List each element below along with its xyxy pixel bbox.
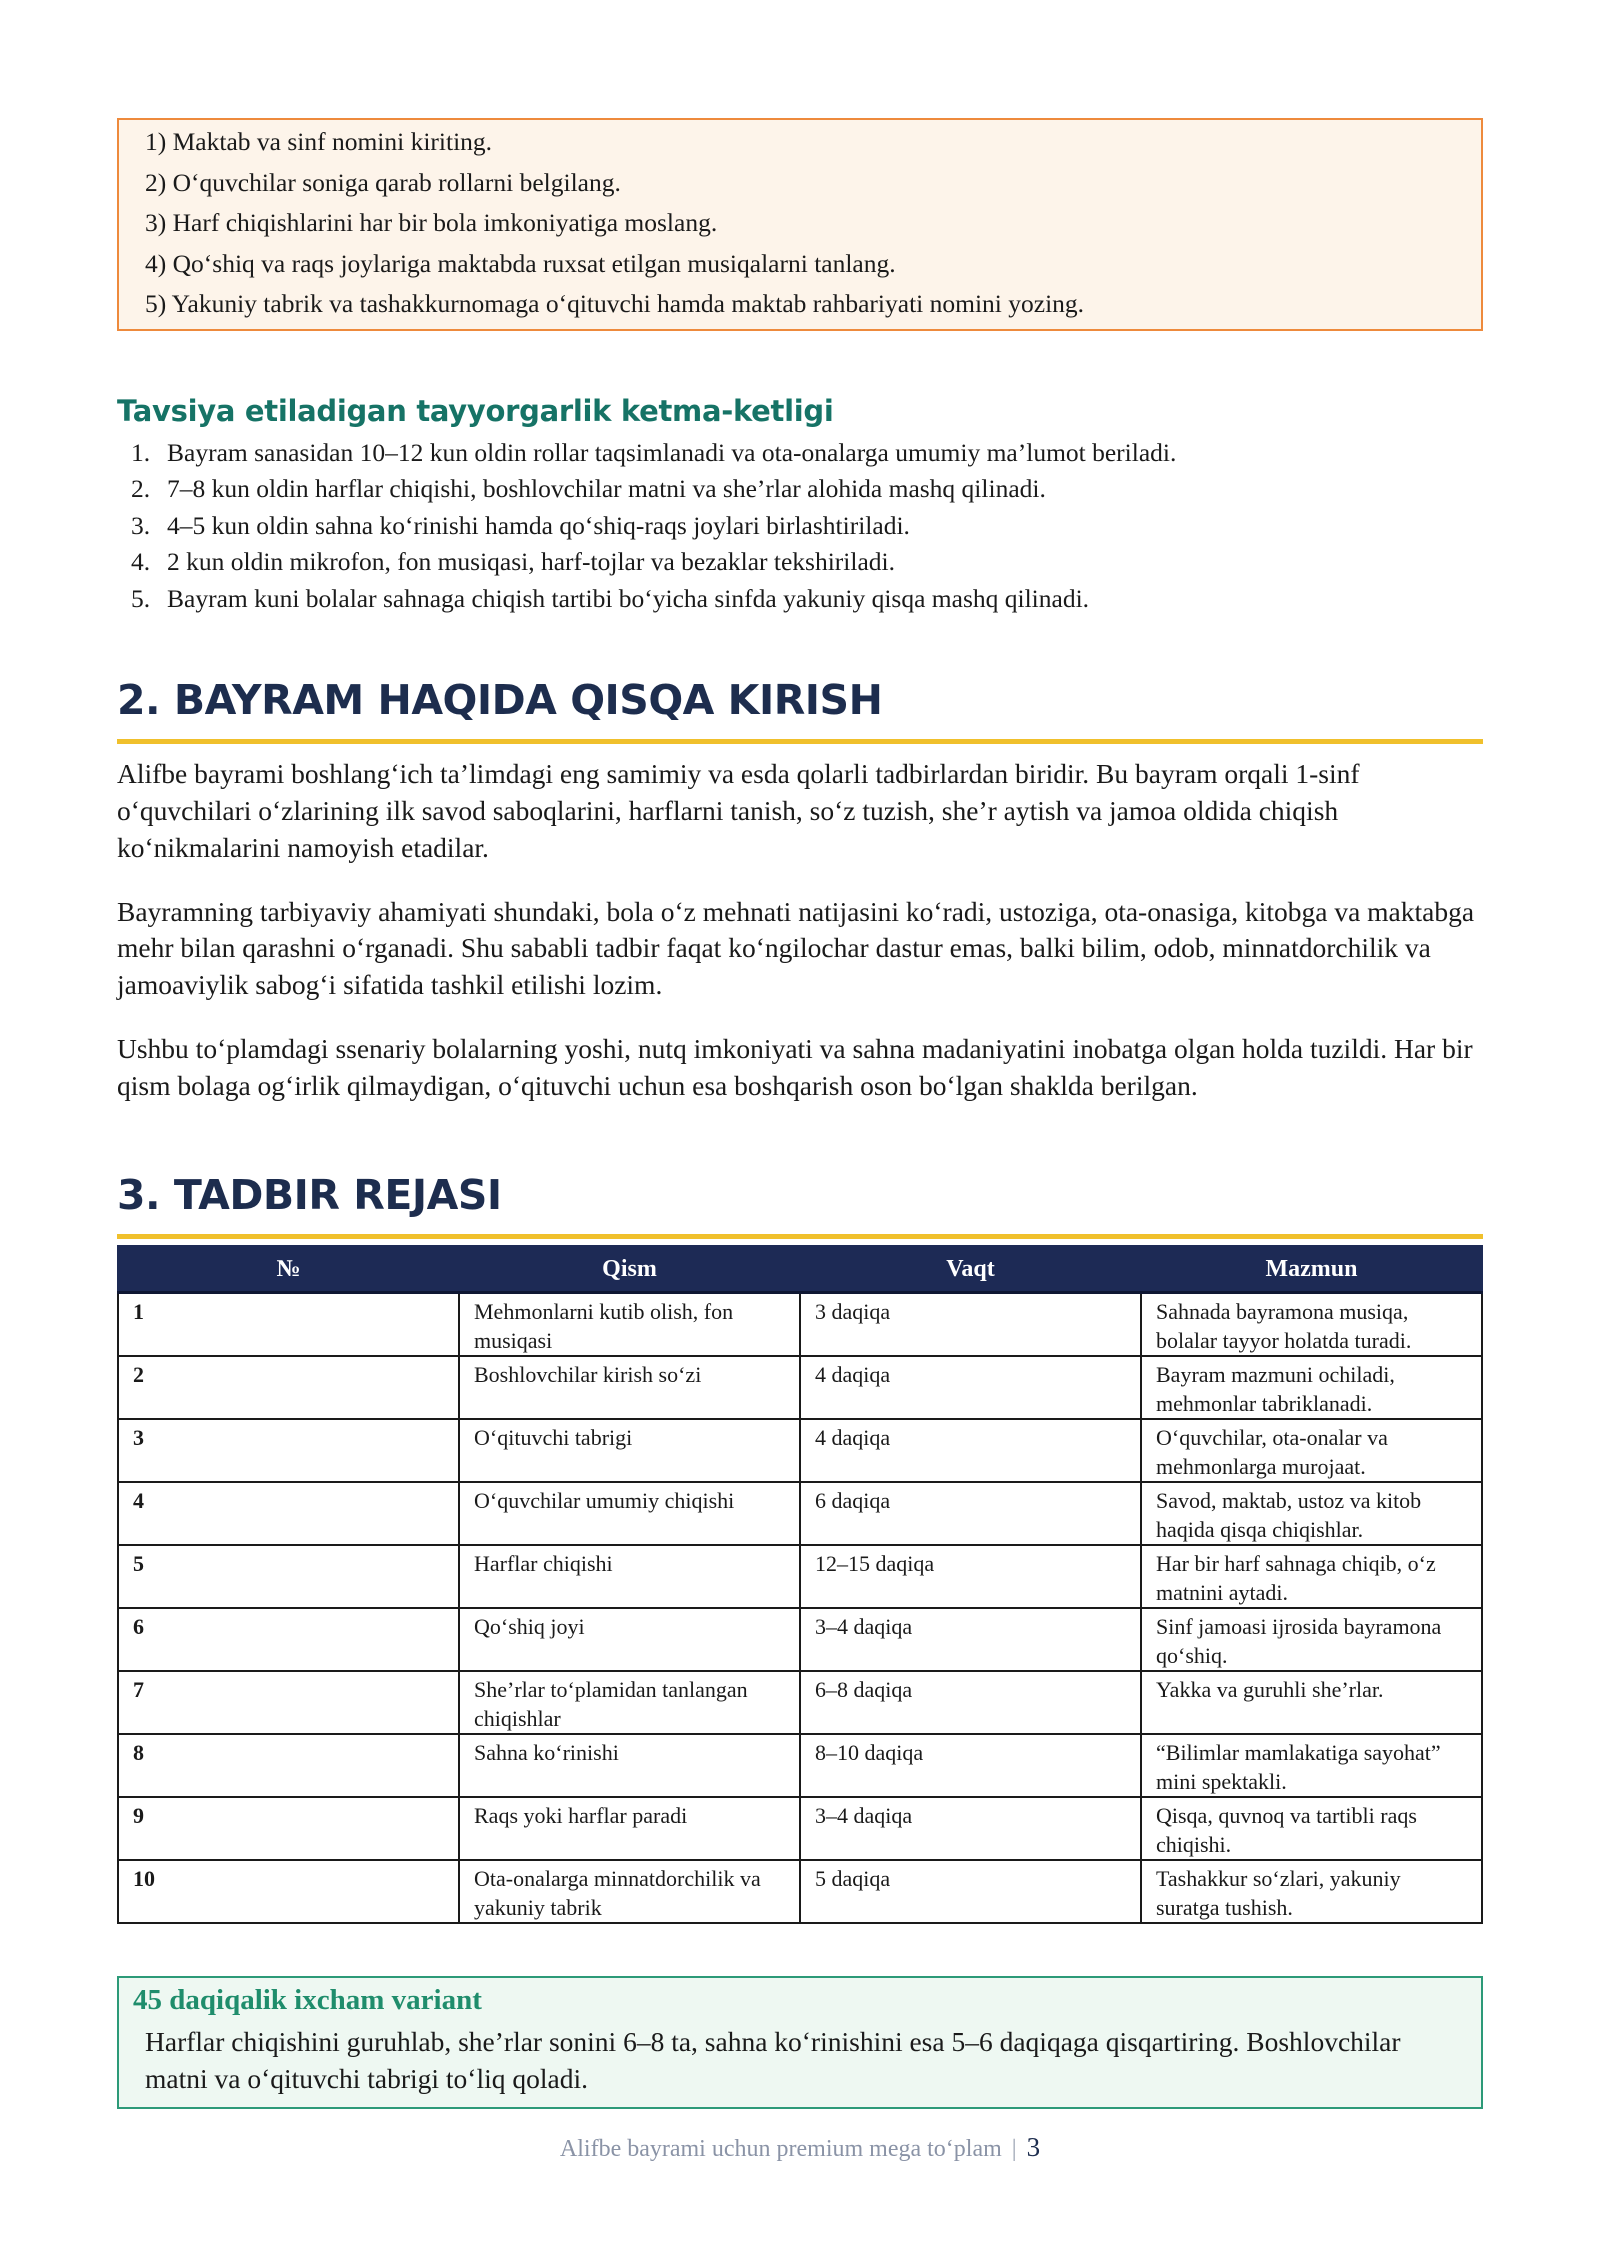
footer-title: Alifbe bayrami uchun premium mega to‘plam bbox=[559, 2136, 1002, 2162]
list-item bbox=[131, 508, 1483, 545]
list-item bbox=[131, 581, 1483, 618]
cell-number: 6 bbox=[118, 1608, 459, 1671]
cell-part: O‘qituvchi tabrigi bbox=[459, 1419, 800, 1482]
cell-content: Har bir harf sahnaga chiqib, o‘z matnini aytadi. bbox=[1141, 1545, 1482, 1608]
prep-heading: Tavsiya etiladigan tayyorgarlik ketma-ketligi bbox=[117, 393, 834, 428]
notes-box bbox=[117, 118, 1483, 331]
column-header-number: № bbox=[118, 1246, 459, 1293]
cell-time: 5 daqiqa bbox=[800, 1860, 1141, 1923]
intro-paragraph: Ushbu to‘plamdagi ssenariy bolalarning yoshi, nutq imkoniyati va sahna madaniyatini inobatga olgan holda tuzildi. Har bir qism bolaga og‘irlik qilmaydigan, o‘qituvchi uchun esa boshqarish oson bo‘lgan shaklda berilgan. bbox=[117, 1033, 1473, 1101]
cell-number: 4 bbox=[118, 1482, 459, 1545]
column-header-content: Mazmun bbox=[1141, 1246, 1482, 1293]
list-text: 2 kun oldin mikrofon, fon musiqasi, harf-tojlar va bezaklar tekshiriladi. bbox=[167, 547, 895, 577]
list-number: 2. bbox=[131, 474, 151, 504]
note-line: 5) Yakuniy tabrik va tashakkurnomaga o‘qituvchi hamda maktab rahbariyati nomini yozing. bbox=[145, 289, 1085, 318]
cell-content: Sinf jamoasi ijrosida bayramona qo‘shiq. bbox=[1141, 1608, 1482, 1671]
cell-number: 9 bbox=[118, 1797, 459, 1860]
table-row bbox=[118, 1419, 1482, 1482]
cell-content: Savod, maktab, ustoz va kitob haqida qisqa chiqishlar. bbox=[1141, 1482, 1482, 1545]
cell-content: Tashakkur so‘zlari, yakuniy suratga tushish. bbox=[1141, 1860, 1482, 1923]
list-text: 7–8 kun oldin harflar chiqishi, boshlovchilar matni va she’rlar alohida mashq qilinadi. bbox=[167, 474, 1046, 504]
cell-time: 3 daqiqa bbox=[800, 1293, 1141, 1357]
list-text: Bayram sanasidan 10–12 kun oldin rollar taqsimlanadi va ota-onalarga umumiy ma’lumot beriladi. bbox=[167, 437, 1177, 467]
table-row bbox=[118, 1482, 1482, 1545]
table-row bbox=[118, 1671, 1482, 1734]
cell-time: 6–8 daqiqa bbox=[800, 1671, 1141, 1734]
cell-content: Bayram mazmuni ochiladi, mehmonlar tabriklanadi. bbox=[1141, 1356, 1482, 1419]
cell-part: Ota-onalarga minnatdorchilik va yakuniy tabrik bbox=[459, 1860, 800, 1923]
page-footer bbox=[0, 2132, 1600, 2163]
cell-number: 1 bbox=[118, 1293, 459, 1357]
note-line: 2) O‘quvchilar soniga qarab rollarni belgilang. bbox=[145, 167, 621, 197]
cell-number: 5 bbox=[118, 1545, 459, 1608]
cell-time: 4 daqiqa bbox=[800, 1356, 1141, 1419]
cell-part: Sahna ko‘rinishi bbox=[459, 1734, 800, 1797]
table-row bbox=[118, 1860, 1482, 1923]
column-header-part: Qism bbox=[459, 1246, 800, 1293]
cell-part: O‘quvchilar umumiy chiqishi bbox=[459, 1482, 800, 1545]
cell-content: Yakka va guruhli she’rlar. bbox=[1141, 1671, 1482, 1734]
list-number: 3. bbox=[131, 510, 151, 540]
cell-part: Raqs yoki harflar paradi bbox=[459, 1797, 800, 1860]
footer-separator: | bbox=[1011, 2136, 1017, 2162]
cell-part: Harflar chiqishi bbox=[459, 1545, 800, 1608]
list-text: 4–5 kun oldin sahna ko‘rinishi hamda qo‘shiq-raqs joylari birlashtiriladi. bbox=[167, 510, 910, 540]
table-row bbox=[118, 1608, 1482, 1671]
cell-part: Boshlovchilar kirish so‘zi bbox=[459, 1356, 800, 1419]
list-number: 1. bbox=[131, 437, 151, 467]
variant-text: Harflar chiqishini guruhlab, she’rlar sonini 6–8 ta, sahna ko‘rinishini esa 5–6 daqiqaga qisqartiring. Boshlovchilar matni va o‘qituvchi tabrigi to‘liq qoladi. bbox=[145, 2026, 1401, 2094]
page-number: 3 bbox=[1026, 2132, 1041, 2162]
table-row bbox=[118, 1545, 1482, 1608]
compact-variant-box bbox=[117, 1976, 1483, 2109]
cell-time: 3–4 daqiqa bbox=[800, 1797, 1141, 1860]
intro-heading: 2. BAYRAM HAQIDA QISQA KIRISH bbox=[117, 675, 1483, 744]
cell-content: Qisqa, quvnoq va tartibli raqs chiqishi. bbox=[1141, 1797, 1482, 1860]
list-number: 4. bbox=[131, 547, 151, 577]
cell-time: 6 daqiqa bbox=[800, 1482, 1141, 1545]
note-line: 4) Qo‘shiq va raqs joylariga maktabda ruxsat etilgan musiqalarni tanlang. bbox=[145, 248, 896, 278]
intro-paragraph: Bayramning tarbiyaviy ahamiyati shundaki, bola o‘z mehnati natijasini ko‘radi, ustoziga, ota-onasiga, kitobga va maktabga mehr bilan qarashni o‘rganadi. Shu sababli tadbir faqat ko‘ngilochar dastur emas, balki bilim, odob, minnatdorchilik va jamoaviylik sabog‘i sifatida tashkil etilishi lozim. bbox=[117, 895, 1475, 1000]
intro-paragraph: Alifbe bayrami boshlang‘ich ta’limdagi eng samimiy va esda qolarli tadbirlardan biridir. Bu bayram orqali 1-sinf o‘quvchilari o‘zlarining ilk savod saboqlarini, harflarni tanish, so‘z tuzish, she’r aytish va jamoa oldida chiqish ko‘nikmalarini namoyish etadilar. bbox=[117, 758, 1360, 863]
cell-number: 3 bbox=[118, 1419, 459, 1482]
variant-title: 45 daqiqalik ixcham variant bbox=[133, 1984, 482, 2017]
plan-table bbox=[117, 1245, 1483, 1924]
table-row bbox=[118, 1293, 1482, 1357]
cell-number: 10 bbox=[118, 1860, 459, 1923]
prep-list bbox=[117, 435, 1483, 618]
cell-content: O‘quvchilar, ota-onalar va mehmonlarga murojaat. bbox=[1141, 1419, 1482, 1482]
table-row bbox=[118, 1734, 1482, 1797]
cell-number: 8 bbox=[118, 1734, 459, 1797]
cell-content: “Bilimlar mamlakatiga sayohat” mini spektakli. bbox=[1141, 1734, 1482, 1797]
cell-part: Qo‘shiq joyi bbox=[459, 1608, 800, 1671]
column-header-time: Vaqt bbox=[800, 1246, 1141, 1293]
list-number: 5. bbox=[131, 583, 151, 613]
note-line: 1) Maktab va sinf nomini kiriting. bbox=[145, 127, 493, 156]
table-row bbox=[118, 1797, 1482, 1860]
cell-time: 12–15 daqiqa bbox=[800, 1545, 1141, 1608]
plan-heading: 3. TADBIR REJASI bbox=[117, 1170, 1483, 1239]
list-item bbox=[131, 471, 1483, 508]
table-row bbox=[118, 1356, 1482, 1419]
cell-time: 4 daqiqa bbox=[800, 1419, 1141, 1482]
note-line: 3) Harf chiqishlarini har bir bola imkoniyatiga moslang. bbox=[145, 208, 718, 237]
list-item bbox=[131, 544, 1483, 581]
cell-number: 2 bbox=[118, 1356, 459, 1419]
list-item bbox=[131, 435, 1483, 472]
cell-content: Sahnada bayramona musiqa, bolalar tayyor holatda turadi. bbox=[1141, 1293, 1482, 1357]
cell-part: Mehmonlarni kutib olish, fon musiqasi bbox=[459, 1293, 800, 1357]
list-text: Bayram kuni bolalar sahnaga chiqish tartibi bo‘yicha sinfda yakuniy qisqa mashq qilinadi. bbox=[167, 583, 1090, 613]
cell-number: 7 bbox=[118, 1671, 459, 1734]
table-header-row bbox=[118, 1246, 1482, 1293]
cell-time: 3–4 daqiqa bbox=[800, 1608, 1141, 1671]
document-page bbox=[117, 118, 1483, 2109]
cell-part: She’rlar to‘plamidan tanlangan chiqishlar bbox=[459, 1671, 800, 1734]
cell-time: 8–10 daqiqa bbox=[800, 1734, 1141, 1797]
